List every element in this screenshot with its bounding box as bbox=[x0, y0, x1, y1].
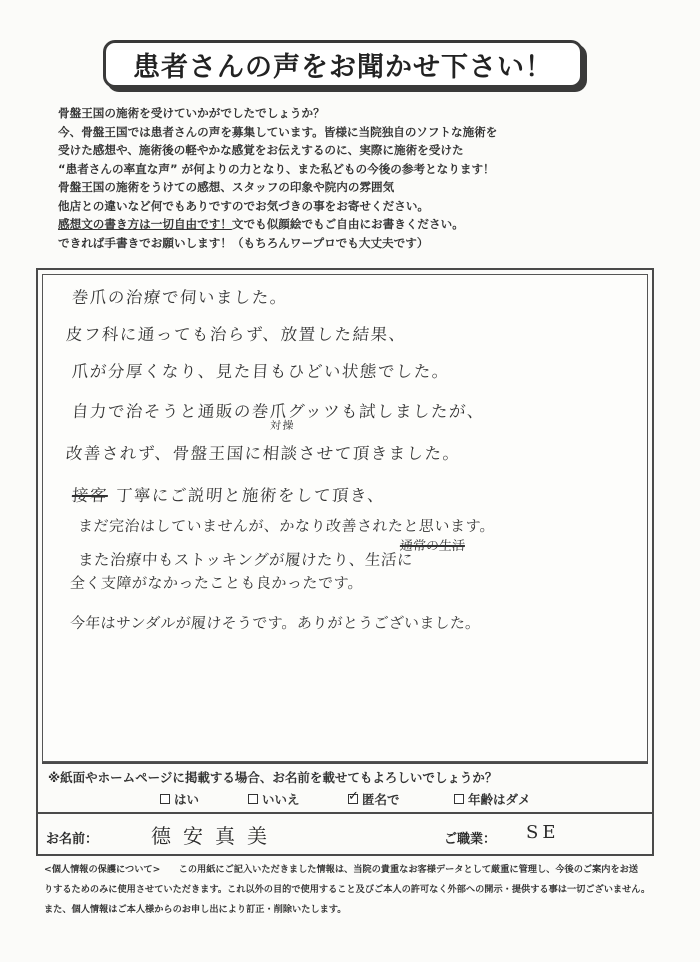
consent-question: ※紙面やホームページに掲載する場合、お名前を載せてもよろしいでしょうか？ bbox=[48, 770, 498, 785]
intro-line bbox=[58, 215, 658, 234]
consent-option-yes[interactable] bbox=[160, 790, 199, 808]
handwritten-line: 自力で治そうと通販の巻爪グッツも試しましたが、 bbox=[71, 402, 486, 421]
handwritten-line: 丁寧にご説明と施術をして頂き、 bbox=[115, 486, 386, 505]
consent-option-no-age[interactable] bbox=[454, 790, 531, 808]
job-field[interactable]: SE bbox=[526, 822, 560, 843]
handwritten-line: まだ完治はしていませんが、かなり改善されたと思います。 bbox=[77, 517, 496, 535]
handwritten-line: また治療中もストッキングが履けたり、生活に bbox=[77, 551, 414, 569]
privacy-line: <個人情報の保護について> この用紙にご記入いただきました情報は、当院の貴重なお客様データとして厳重に管理し、今後のご案内をお送 bbox=[44, 864, 639, 875]
handwritten-line: 改善されず、骨盤王国に相談させて頂きました。 bbox=[65, 444, 462, 463]
option-label: 年齢はダメ bbox=[468, 792, 531, 807]
name-job-row bbox=[36, 812, 654, 856]
option-label: はい bbox=[174, 792, 200, 807]
consent-option-no[interactable] bbox=[248, 790, 300, 808]
name-field[interactable]: 德安真美 bbox=[151, 824, 279, 848]
handwritten-struck-text: 接客 bbox=[71, 486, 109, 505]
form-title: 患者さんの声をお聞かせ下さい！ bbox=[133, 51, 553, 83]
intro-line-rest: 文でも似顔絵でもご自由にお書きください。 bbox=[231, 217, 464, 231]
consent-section bbox=[42, 762, 648, 812]
intro-line: 受けた感想や、施術後の軽やかな感覚をお伝えするのに、実際に施術を受けた bbox=[58, 143, 464, 157]
option-label: いいえ bbox=[262, 792, 300, 807]
privacy-line: また、個人情報はご本人様からのお申し出により訂正・削除いたします。 bbox=[44, 904, 347, 915]
handwritten-insertion: 対操 bbox=[269, 419, 296, 432]
name-label: お名前： bbox=[46, 832, 99, 847]
intro-line: できれば手書きでお願いします！（もちろんワープロでも大丈夫です） bbox=[58, 235, 429, 250]
checkbox-anonymous[interactable] bbox=[348, 794, 358, 804]
job-label: ご職業： bbox=[444, 832, 497, 847]
intro-line: 今、骨盤王国では患者さんの声を募集しています。皆様に当院独自のソフトな施術を bbox=[58, 124, 498, 139]
handwritten-line: 皮フ科に通っても治らず、放置した結果、 bbox=[65, 325, 408, 344]
form-title-box bbox=[103, 40, 583, 88]
consent-option-anonymous[interactable] bbox=[348, 790, 400, 808]
intro-text bbox=[58, 104, 658, 252]
intro-line: 骨盤王国の施術を受けていかがでしたでしょうか？ bbox=[58, 106, 325, 120]
checkbox-no[interactable] bbox=[248, 794, 258, 804]
checkbox-yes[interactable] bbox=[160, 794, 170, 804]
intro-line: 他店との違いなど何でもありですのでお気づきの事をお寄せください。 bbox=[58, 198, 430, 213]
handwritten-line: 今年はサンダルが履けそうです。ありがとうございました。 bbox=[69, 614, 482, 632]
handwritten-line: 全く支障がなかったことも良かったです。 bbox=[69, 574, 364, 592]
handwritten-line: 爪が分厚くなり、見た目もひどい状態でした。 bbox=[71, 362, 451, 381]
handwritten-line: 巻爪の治療で伺いました。 bbox=[71, 288, 289, 307]
privacy-notice bbox=[44, 860, 664, 920]
option-label: 匿名で bbox=[362, 792, 400, 807]
intro-underlined: 感想文の書き方は一切自由です！ bbox=[58, 217, 232, 231]
privacy-line: りするためのみに使用させていただきます。これ以外の目的で使用すること及びご本人の許可なく外部への開示・提供する事は一切ございません。 bbox=[44, 884, 651, 895]
intro-line: “患者さんの率直な声” が何よりの力となり、また私どもの今後の参考となります！ bbox=[58, 161, 495, 176]
intro-line: 骨盤王国の施術をうけての感想、スタッフの印象や院内の雰囲気 bbox=[58, 180, 395, 194]
handwritten-struck-text: 通常の生活 bbox=[399, 539, 466, 554]
checkbox-no-age[interactable] bbox=[454, 794, 464, 804]
